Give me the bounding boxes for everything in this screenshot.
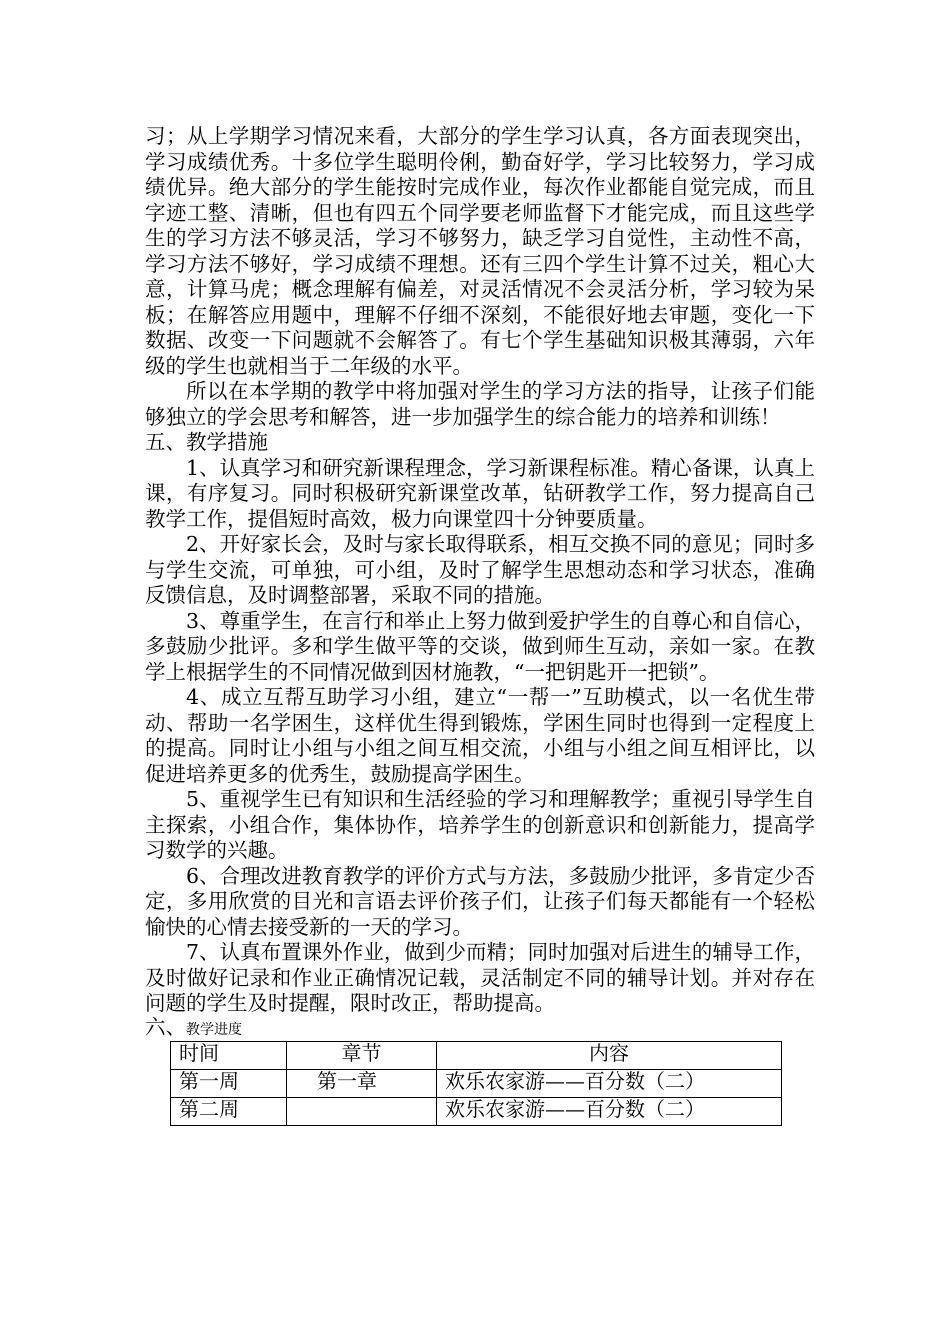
measure-item-6: 6、合理改进教育教学的评价方式与方法，多鼓励少批评，多肯定少否定，多用欣赏的目光和言语去评价孩子们，让孩子们每天都能有一个轻松愉快的心情去接受新的一天的学习。 (145, 863, 815, 939)
cell-content: 欢乐农家游——百分数（二） (437, 1069, 782, 1097)
measure-item-3: 3、尊重学生，在言行和举止上努力做到爱护学生的自尊心和自信心，多鼓励少批评。多和学生做平等的交谈，做到师生互动，亲如一家。在教学上根据学生的不同情况做到因材施教，“一把钥匙开一把锁”。 (145, 608, 815, 684)
section-heading-schedule (145, 1014, 815, 1041)
document-page (145, 124, 815, 1126)
measure-item-4: 4、成立互帮互助学习小组，建立“一帮一”互助模式，以一名优生带动、帮助一名学困生，这样优生得到锻炼，学困生同时也得到一定程度上的提高。同时让小组与小组之间互相交流，小组与小组之间互相评比，以促进培养更多的优秀生，鼓励提高学困生。 (145, 685, 815, 786)
schedule-heading-number: 六、 (145, 1014, 186, 1039)
schedule-heading-text: 教学进度 (186, 1021, 242, 1038)
cell-time: 第一周 (171, 1069, 287, 1097)
header-time: 时间 (171, 1041, 287, 1069)
cell-chapter (287, 1097, 437, 1125)
paragraph-student-analysis: 习；从上学期学习情况来看，大部分的学生学习认真，各方面表现突出，学习成绩优秀。十多位学生聪明伶俐，勤奋好学，学习比较努力，学习成绩优异。绝大部分的学生能按时完成作业，每次作业都能自觉完成，而且字迹工整、清晰，但也有四五个同学要老师监督下才能完成，而且这些学生的学习方法不够灵活，学习不够努力，缺乏学习自觉性，主动性不高，学习方法不够好，学习成绩不理想。还有三四个学生计算不过关，粗心大意，计算马虎；概念理解有偏差，对灵活情况不会灵活分析，学习较为呆板；在解答应用题中，理解不仔细不深刻，不能很好地去审题，变化一下数据、改变一下问题就不会解答了。有七个学生基础知识极其薄弱，六年级的学生也就相当于二年级的水平。 (145, 124, 815, 378)
measure-item-2: 2、开好家长会，及时与家长取得联系，相互交换不同的意见；同时多与学生交流，可单独，可小组，及时了解学生思想动态和学习状态，准确反馈信息，及时调整部署，采取不同的措施。 (145, 532, 815, 607)
header-content: 内容 (437, 1041, 782, 1069)
table-header-row (171, 1041, 782, 1069)
cell-time: 第二周 (171, 1097, 287, 1125)
paragraph-teaching-focus: 所以在本学期的教学中将加强对学生的学习方法的指导，让孩子们能够独立的学会思考和解答，进一步加强学生的综合能力的培养和训练！ (145, 379, 815, 429)
measure-item-1: 1、认真学习和研究新课程理念，学习新课程标准。精心备课，认真上课，有序复习。同时积极研究新课堂改革，钻研教学工作，努力提高自己教学工作，提倡短时高效，极力向课堂四十分钟要质量。 (145, 455, 815, 531)
cell-content: 欢乐农家游——百分数（二） (437, 1097, 782, 1125)
table-row (171, 1097, 782, 1125)
measure-item-7: 7、认真布置课外作业，做到少而精；同时加强对后进生的辅导工作，及时做好记录和作业正确情况记载，灵活制定不同的辅导计划。并对存在问题的学生及时提醒，限时改正，帮助提高。 (145, 940, 815, 1015)
table-row (171, 1069, 782, 1097)
cell-chapter: 第一章 (287, 1069, 437, 1097)
section-heading-measures: 五、教学措施 (145, 430, 268, 454)
measure-item-5: 5、重视学生已有知识和生活经验的学习和理解教学；重视引导学生自主探索，小组合作，集体协作，培养学生的创新意识和创新能力，提高学习数学的兴趣。 (145, 787, 815, 862)
header-chapter: 章节 (287, 1041, 437, 1069)
schedule-table (170, 1041, 782, 1126)
